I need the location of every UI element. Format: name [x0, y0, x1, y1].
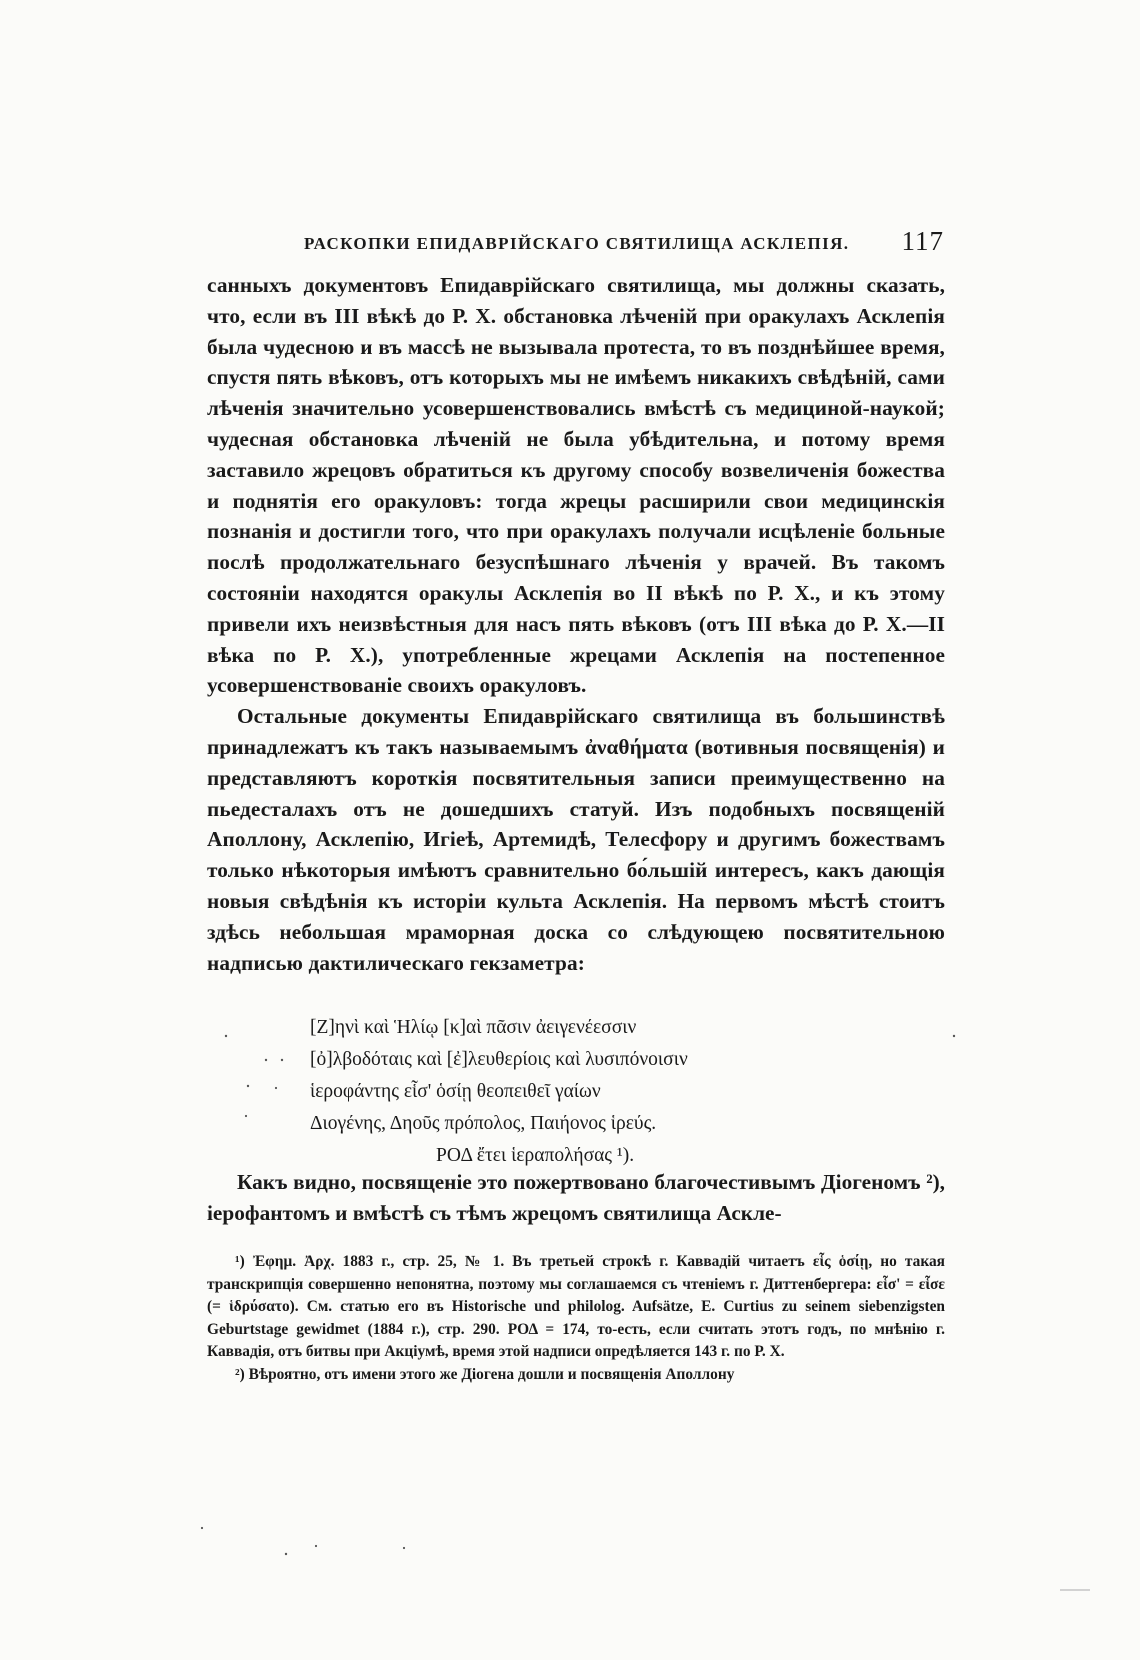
page-number: 117 [901, 226, 944, 256]
inscription-line: ΡΟΔ ἔτει ἱεραπολήσας ¹). [436, 1145, 635, 1166]
scan-speck [315, 1545, 317, 1547]
scan-speck [275, 1087, 277, 1089]
scan-speck [265, 1059, 267, 1061]
inscription-line: [ὀ]λβοδόταις καὶ [ἐ]λευθερίοις καὶ λυσιπόνοισιν [310, 1049, 688, 1070]
scan-speck [245, 1115, 247, 1117]
inscription-line: Διογένης, Δηοῦς πρόπολος, Παιήονος ἱρεύς. [310, 1113, 657, 1134]
scan-speck [953, 1035, 955, 1037]
scan-speck [281, 1059, 283, 1061]
inscription-line: ἱεροφάντης εἷσ' ὁσίῃ θεοπειθεῖ γαίων [310, 1081, 601, 1102]
scan-speck [285, 1553, 287, 1555]
running-title: РАСКОПКИ ЕПИДАВРІЙСКАГО СВЯТИЛИЩА АСКЛЕПІЯ. [304, 234, 850, 253]
paragraph-dedications: Остальные документы Епидаврійскаго святилища въ большинствѣ принадлежатъ къ такъ называемымъ ἀναθήματα (вотивныя посвященія) и представляютъ короткія посвятительныя записи преимущественно на пьедесталахъ отъ не дошедшихъ статуй. Изъ подобныхъ посвященій Аполлону, Асклепію, Игіеѣ, Артемидѣ, Телесфору и другимъ божествамъ только нѣкоторыя имѣютъ сравнительно бо́льшій интересъ, какъ дающія новыя свѣдѣнія къ исторіи культа Асклепія. На первомъ мѣстѣ стоитъ здѣсь небольшая мраморная доска со слѣдующею посвятительною надписью дактилическаго гекзаметра: [207, 704, 945, 975]
scan-speck [201, 1527, 203, 1529]
footnote-2: ²) Вѣроятно, отъ имени этого же Діогена дошли и посвященія Аполлону [235, 1365, 735, 1383]
footnote-1: ¹) Ἐφημ. Ἀρχ. 1883 г., стр. 25, № 1. Въ третьей строкѣ г. Каввадій читаетъ εἷς ὁσίῃ, но такая транскрипція совершенно непонятна, поэтому мы соглашаемся съ чтеніемъ г. Диттенбергера: εἷσ' = εἷσε (= ἱδρύσατο). См. статью его въ Historische und philolog. Aufsätze, E. Curtius zu seinem siebenzigsten Geburtstage gewidmet (1884 г.), стр. 290. ΡΟΔ = 174, то-есть, если считать этотъ годъ, по мнѣнію г. Каввадія, отъ битвы при Акціумѣ, время этой надписи опредѣляется 143 г. по Р. X. [207, 1253, 945, 1361]
main-text [207, 270, 945, 978]
running-header [204, 226, 944, 262]
paragraph-after-inscription: Какъ видно, посвященіе это пожертвовано благочестивымъ Діогеномъ ²), іерофантомъ и вмѣстѣ съ тѣмъ жрецомъ святилища Аскле- [207, 1170, 945, 1225]
scan-speck [247, 1085, 249, 1087]
inscription-line: [Ζ]ηνὶ καὶ Ἡλίῳ [κ]αὶ πᾶσιν ἀειγενέεσσιν [310, 1017, 637, 1038]
scan-speck [225, 1035, 227, 1037]
scan-speck [403, 1547, 405, 1549]
paragraph-continued: санныхъ документовъ Епидаврійскаго святилища, мы должны сказать, что, если въ III вѣкѣ до Р. X. обстановка лѣченій при оракулахъ Асклепія была чудесною и въ массѣ не вызывала протеста, то въ позднѣйшее время, спустя пять вѣковъ, отъ которыхъ мы не имѣемъ никакихъ свѣдѣній, сами лѣченія значительно усовершенствовались вмѣстѣ съ медициной-наукой; чудесная обстановка лѣченій не была убѣдительна, и потому время заставило жрецовъ обратиться къ другому способу возвеличенія божества и поднятія его оракуловъ: тогда жрецы расширили свои медицинскія познанія и достигли того, что при оракулахъ получали исцѣленіе больные послѣ продолжательнаго безуспѣшнаго лѣченія у врачей. Въ такомъ состояніи находятся оракулы Асклепія во II вѣкѣ по Р. X., и къ этому привели ихъ неизвѣстныя для насъ пять вѣковъ (отъ III вѣка до Р. X.—II вѣка по Р. X.), употребленные жрецами Асклепія на постепенное усовершенствованіе своихъ оракуловъ. [207, 273, 945, 698]
greek-inscription [310, 1012, 770, 1172]
footnotes [207, 1251, 945, 1387]
